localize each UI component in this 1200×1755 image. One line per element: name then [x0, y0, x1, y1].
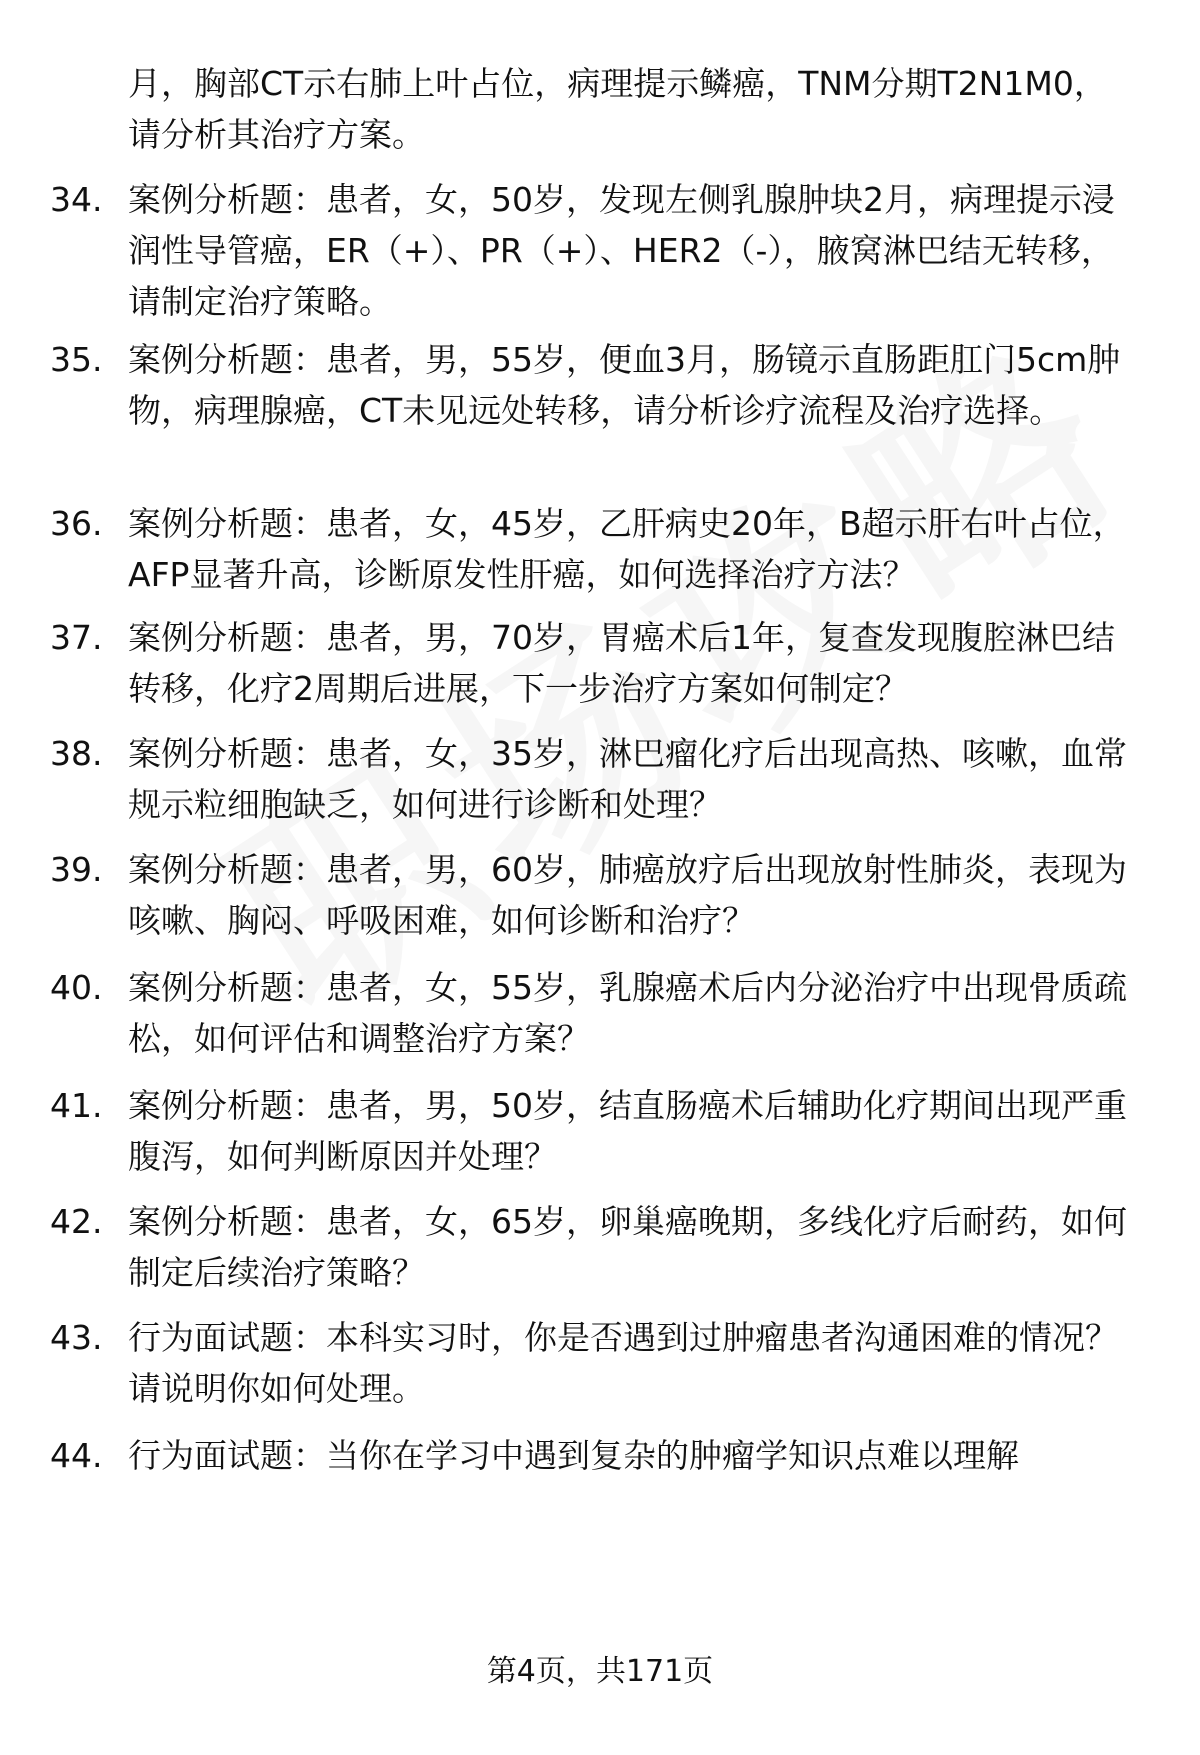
question-item: [50, 1312, 1150, 1414]
question-number: 40.: [50, 968, 103, 1007]
question-number: 43.: [50, 1318, 103, 1357]
question-item: [50, 334, 1150, 436]
question-number: 39.: [50, 850, 103, 889]
question-item: [50, 498, 1150, 600]
question-number: 37.: [50, 618, 103, 657]
question-text: 行为面试题：本科实习时，你是否遇到过肿瘤患者沟通困难的情况？请说明你如何处理。: [128, 1318, 1118, 1408]
question-number: 38.: [50, 734, 103, 773]
question-item: [50, 1430, 1150, 1481]
question-text: 行为面试题：当你在学习中遇到复杂的肿瘤学知识点难以理解: [128, 1436, 1019, 1475]
question-item: [50, 1196, 1150, 1298]
question-number: 41.: [50, 1086, 103, 1125]
page-number-footer: 第4页，共171页: [486, 1654, 714, 1689]
question-text: 案例分析题：患者，男，60岁，肺癌放疗后出现放射性肺炎，表现为咳嗽、胸闷、呼吸困难，如何诊断和治疗？: [128, 850, 1127, 940]
question-text: 案例分析题：患者，女，55岁，乳腺癌术后内分泌治疗中出现骨质疏松，如何评估和调整治疗方案？: [128, 968, 1127, 1058]
question-continuation: 月，胸部CT示右肺上叶占位，病理提示鳞癌，TNM分期T2N1M0，请分析其治疗方案。: [128, 64, 1107, 154]
question-text: 案例分析题：患者，男，70岁，胃癌术后1年，复查发现腹腔淋巴结转移，化疗2周期后进展，下一步治疗方案如何制定？: [128, 618, 1115, 708]
question-text: 案例分析题：患者，女，45岁，乙肝病史20年，B超示肝右叶占位，AFP显著升高，诊断原发性肝癌，如何选择治疗方法？: [128, 504, 1126, 594]
question-number: 44.: [50, 1436, 103, 1475]
question-number: 35.: [50, 340, 103, 379]
question-number: 42.: [50, 1202, 103, 1241]
question-item: [50, 174, 1150, 327]
question-text: 案例分析题：患者，男，55岁，便血3月，肠镜示直肠距肛门5cm肿物，病理腺癌，CT未见远处转移，请分析诊疗流程及治疗选择。: [128, 340, 1121, 430]
question-text: 案例分析题：患者，女，50岁，发现左侧乳腺肿块2月，病理提示浸润性导管癌，ER（+）、PR（+）、HER2（-），腋窝淋巴结无转移，请制定治疗策略。: [128, 180, 1115, 321]
question-number: 36.: [50, 504, 103, 543]
question-text: 案例分析题：患者，男，50岁，结直肠癌术后辅助化疗期间出现严重腹泻，如何判断原因并处理？: [128, 1086, 1127, 1176]
question-text: 案例分析题：患者，女，35岁，淋巴瘤化疗后出现高热、咳嗽，血常规示粒细胞缺乏，如何进行诊断和处理？: [128, 734, 1127, 824]
question-number: 34.: [50, 180, 103, 219]
question-item: [50, 1080, 1150, 1182]
question-item: [50, 844, 1150, 946]
question-item: [50, 962, 1150, 1064]
question-item: [50, 612, 1150, 714]
question-text: 案例分析题：患者，女，65岁，卵巢癌晚期，多线化疗后耐药，如何制定后续治疗策略？: [128, 1202, 1127, 1292]
question-item: [50, 728, 1150, 830]
